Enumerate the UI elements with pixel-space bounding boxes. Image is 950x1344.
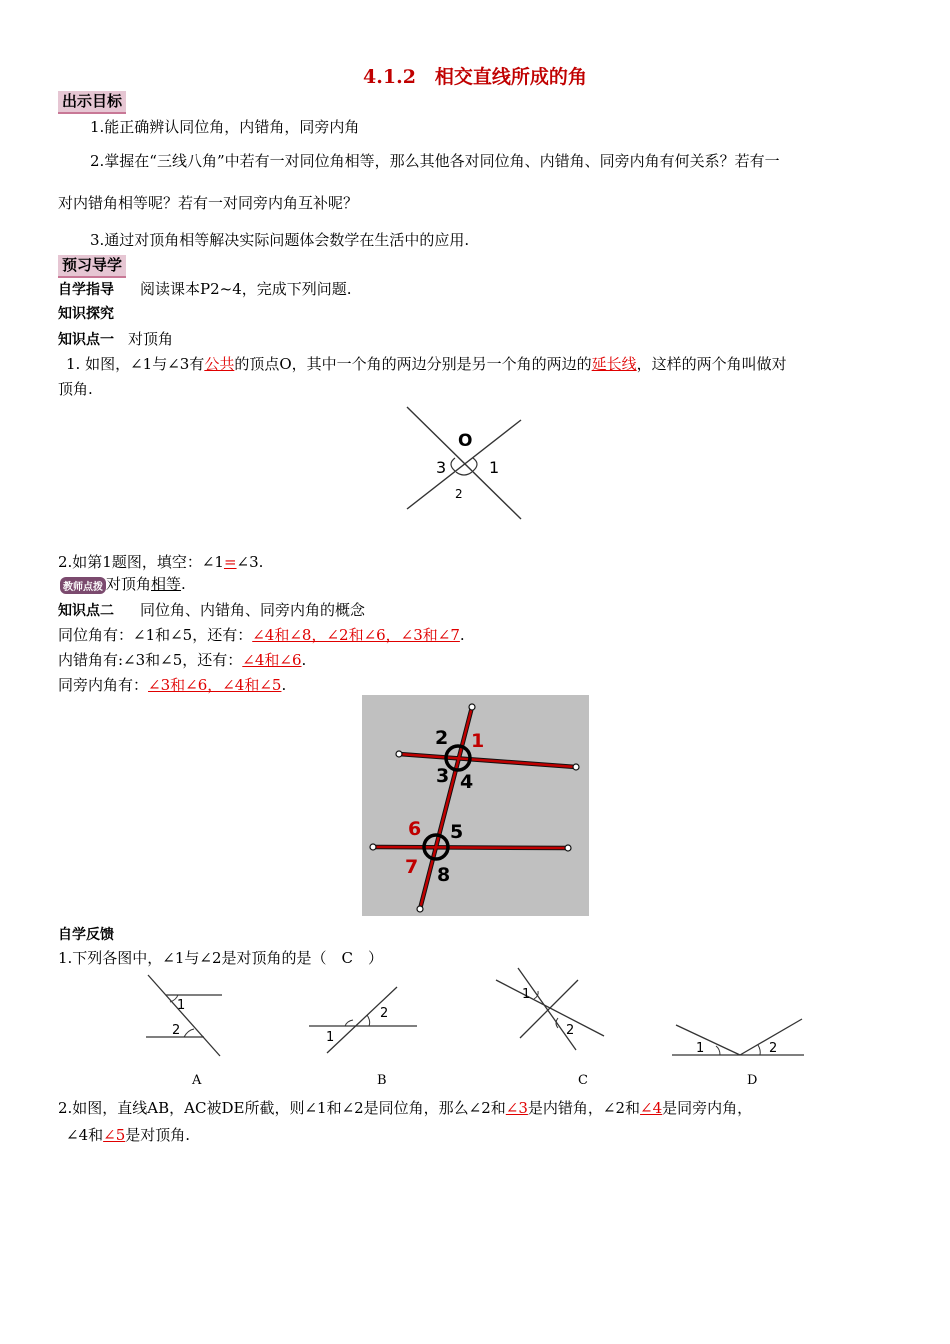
- teacher-tip: 教师点拨 对顶角相等.: [60, 573, 186, 594]
- kp2-heading: 知识点二 同位角、内错角、同旁内角的概念: [58, 601, 366, 619]
- vertical-angles-figure: [400, 402, 530, 527]
- kp1-heading: 知识点一 对顶角: [58, 330, 174, 348]
- angle-2-label: 2: [435, 727, 449, 749]
- svg-text:1: 1: [326, 1030, 335, 1045]
- feedback-question-2: 2.如图，直线AB，AC被DE所截，则∠1和∠2是同位角，那么∠2和∠3是内错角，∠2和∠4是同旁内角，: [58, 1099, 753, 1117]
- preview-tag: 预习导学: [58, 254, 126, 275]
- teacher-tip-badge: 教师点拨: [60, 577, 106, 594]
- goal-2-line1: 2.掌握在“三线八角”中若有一对同位角相等，那么其他各对同位角、内错角、同旁内角有何关系？若有一: [90, 152, 780, 170]
- line-ab: [407, 407, 521, 519]
- angle-2-arc: [456, 472, 472, 475]
- svg-text:2: 2: [172, 1023, 181, 1038]
- option-c-label: C: [578, 1073, 588, 1088]
- lower-line: [373, 847, 568, 848]
- point-o-label: O: [458, 431, 473, 451]
- goal-1: 1.能正确辨认同位角，内错角，同旁内角: [90, 118, 360, 136]
- angle-5-label: 5: [450, 821, 464, 843]
- option-d-label: D: [747, 1073, 758, 1088]
- svg-text:2: 2: [769, 1041, 778, 1056]
- angle-2-label: 2: [455, 487, 463, 501]
- option-b-label: B: [377, 1073, 387, 1088]
- figure-background: [362, 695, 589, 916]
- knowledge-explore: 知识探究: [58, 306, 114, 322]
- feedback-question-1: 1.下列各图中，∠1与∠2是对顶角的是（ C ）: [58, 949, 384, 967]
- angle-1-label: 1: [489, 458, 500, 477]
- angle-7-label: 7: [405, 856, 419, 878]
- goal-3: 3.通过对顶角相等解决实际问题体会数学在生活中的应用.: [90, 231, 470, 249]
- angle-3-label: 3: [436, 765, 450, 787]
- option-a-figure: [140, 972, 230, 1060]
- angle-1-label: 1: [471, 730, 485, 752]
- option-d-figure: [668, 1015, 808, 1061]
- option-b-figure: [305, 983, 420, 1055]
- svg-text:1: 1: [522, 987, 531, 1002]
- angle-3-label: 3: [436, 458, 447, 477]
- goals-tag: 出示目标: [58, 90, 126, 111]
- page-title: 4.1.2 相交直线所成的角: [363, 66, 587, 88]
- question-2: 2.如第1题图，填空：∠1=∠3.: [58, 553, 264, 571]
- self-study-guide: 自学指导 阅读课本P2~4，完成下列问题.: [58, 280, 352, 298]
- angle-4-label: 4: [460, 771, 474, 793]
- angle-6-label: 6: [408, 818, 422, 840]
- svg-text:1: 1: [177, 998, 186, 1013]
- svg-text:2: 2: [380, 1006, 389, 1021]
- svg-text:2: 2: [566, 1023, 575, 1038]
- angle-3-arc: [451, 458, 455, 471]
- three-lines-eight-angles-figure: [362, 695, 589, 916]
- svg-text:1: 1: [696, 1041, 705, 1056]
- option-c-figure: [492, 966, 610, 1054]
- corresponding-angles: 同位角有：∠1和∠5，还有：∠4和∠8，∠2和∠6，∠3和∠7.: [58, 626, 465, 644]
- co-interior-angles: 同旁内角有：∠3和∠6，∠4和∠5.: [58, 676, 287, 694]
- question-1-cont: 顶角.: [58, 380, 93, 398]
- feedback-heading: 自学反馈: [58, 927, 114, 943]
- option-a-label: A: [192, 1073, 202, 1088]
- angle-8-label: 8: [437, 864, 451, 886]
- feedback-question-2-cont: ∠4和∠5是对顶角.: [66, 1126, 191, 1144]
- alternate-interior-angles: 内错角有:∠3和∠5，还有：∠4和∠6.: [58, 651, 307, 669]
- question-1: 1. 如图，∠1与∠3有公共的顶点O，其中一个角的两边分别是另一个角的两边的延长线，这样的两个角叫做对: [66, 355, 787, 373]
- goal-2-line2: 对内错角相等呢？若有一对同旁内角互补呢？: [58, 194, 359, 212]
- angle-1-arc: [473, 458, 477, 471]
